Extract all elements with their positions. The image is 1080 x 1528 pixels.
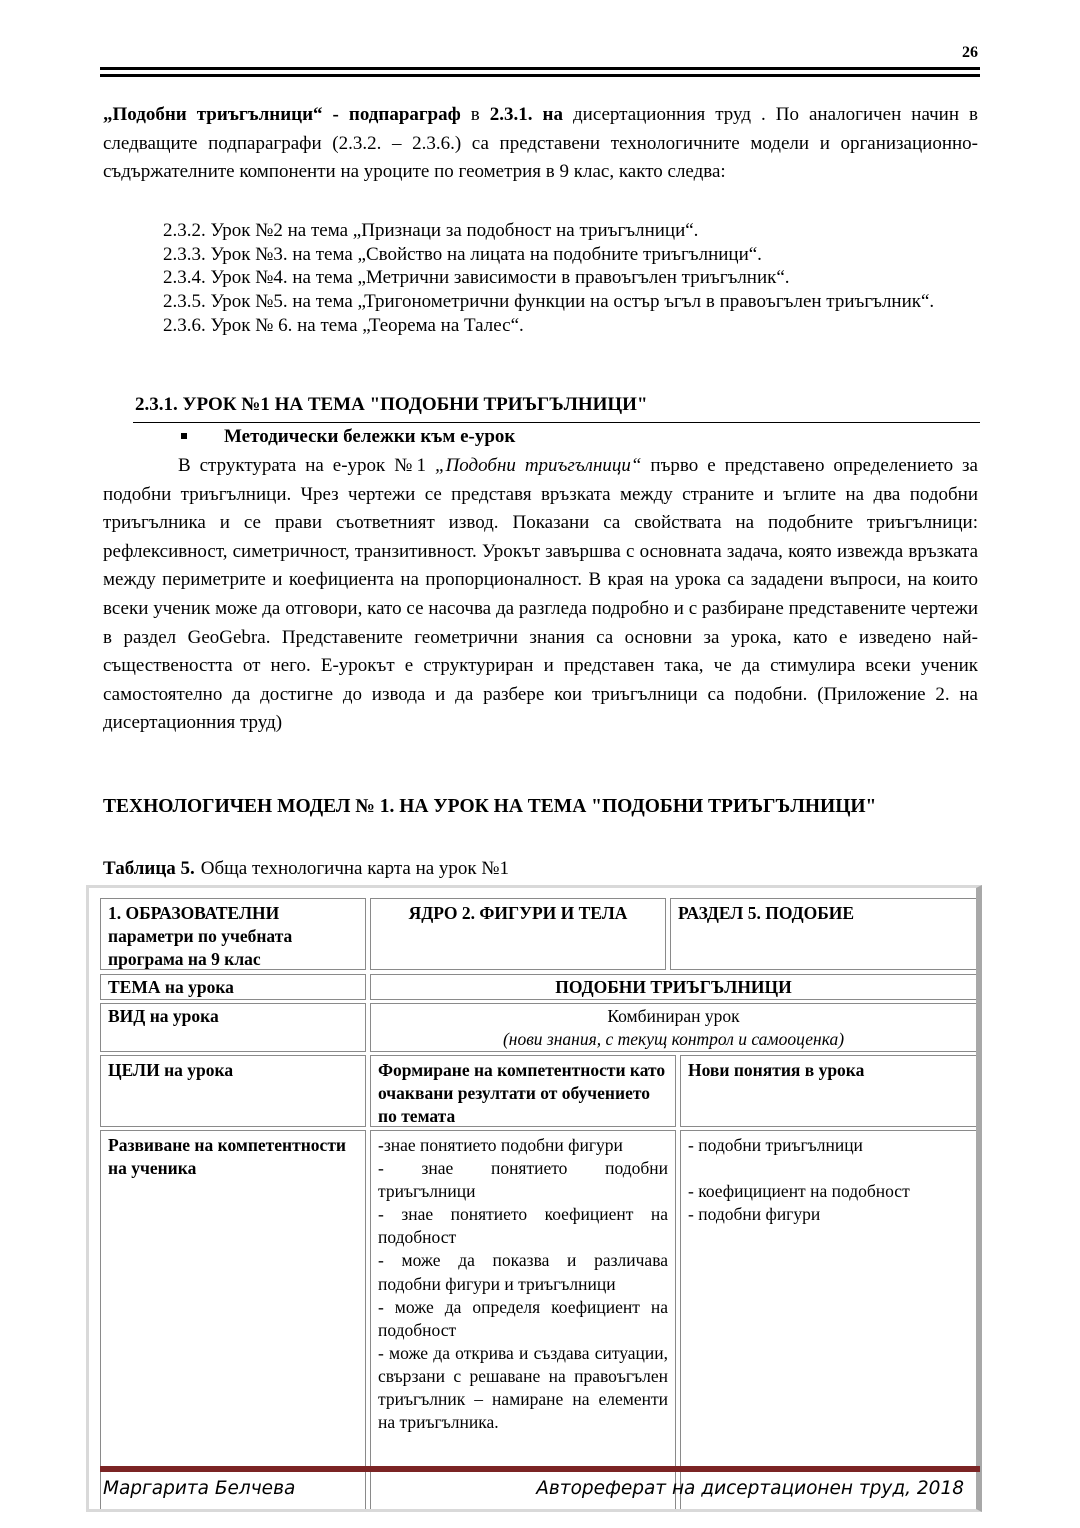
table-cell-r2c2: ПОДОБНИ ТРИЪГЪЛНИЦИ	[370, 974, 977, 1000]
bullet-heading	[181, 426, 515, 448]
concept-spacer	[688, 1157, 969, 1180]
caption-text: Обща технологична карта на урок №1	[200, 858, 510, 879]
header-rule-bottom	[100, 74, 980, 77]
table-cell-r1c3: РАЗДЕЛ 5. ПОДОБИЕ	[670, 898, 977, 970]
list-item: 2.3.6. Урок № 6. на тема „Теорема на Талес“.	[163, 314, 524, 336]
model-heading: ТЕХНОЛОГИЧЕН МОДЕЛ № 1. НА УРОК НА ТЕМА "ПОДОБНИ ТРИЪГЪЛНИЦИ"	[103, 796, 877, 817]
concept-item: - подобни триъгълници	[688, 1135, 863, 1155]
body-italic: „Подобни триъгълници“	[435, 455, 642, 476]
section-heading: 2.3.1. УРОК №1 НА ТЕМА "ПОДОБНИ ТРИЪГЪЛНИЦИ"	[135, 394, 648, 415]
competence-item: - знае понятието коефициент на подобност	[378, 1204, 668, 1248]
concept-item: - подобни фигури	[688, 1204, 821, 1225]
bullet-heading-text: Методически бележки към е-урок	[224, 426, 516, 447]
table-cell-r5c1: Развиване на компетентности на ученика	[100, 1130, 366, 1512]
intro-bold-2: 2.3.1. на	[489, 104, 563, 125]
table-cell-r2c1: ТЕМА на урока	[100, 974, 366, 1000]
table-cell-r1c1: 1. ОБРАЗОВАТЕЛНИ параметри по учебната програма на 9 клас	[100, 898, 366, 970]
competence-item: - може да открива и създава ситуации, свързани с решаване на правоъгълен триъгълник – намиране на елементи на триъгълника.	[378, 1342, 668, 1433]
list-item: 2.3.4. Урок №4. на тема „Метрични зависимости в правоъгълен триъгълник“.	[163, 267, 790, 289]
competence-item: - може да показва и различава подобни фигури и триъгълници	[378, 1250, 668, 1294]
section-heading-rule	[133, 422, 980, 423]
square-bullet-icon	[181, 433, 187, 439]
table-cell-r1c2: ЯДРО 2. ФИГУРИ И ТЕЛА	[370, 898, 666, 970]
table-caption	[103, 858, 509, 880]
header-rule-top	[100, 67, 980, 70]
table-cell-r3c1: ВИД на урока	[100, 1003, 366, 1052]
competence-item: - може да определя коефициент на подобност	[378, 1296, 668, 1340]
table-cell-r4c1: ЦЕЛИ на урока	[100, 1055, 366, 1127]
competence-item: -знае понятието подобни фигури	[378, 1135, 623, 1155]
concept-item: - коефицициент на подобност	[688, 1181, 910, 1202]
list-item: 2.3.3. Урок №3. на тема „Свойство на лицата на подобните триъгълници“.	[163, 243, 762, 265]
caption-label: Таблица 5.	[103, 858, 195, 879]
table-cell-r5c2	[370, 1130, 676, 1512]
intro-bold-1: „Подобни триъгълници“ - подпараграф	[103, 104, 461, 125]
page-number: 26	[962, 44, 978, 61]
table-cell-r4c3: Нови понятия в урока	[680, 1055, 977, 1127]
list-item: 2.3.2. Урок №2 на тема „Признаци за подобност на триъгълници“.	[163, 220, 699, 241]
footer-author: Маргарита Белчева	[103, 1478, 296, 1499]
body-rest: първо е представено определението за подобни триъгълници. Чрез чертежи се представя връзката между страните и ъглите на два подобни триъгълника и се прави съответният извод. Показани са свойствата на подобните триъгълници: рефлексивност, симетричност, транзитивност. Урокът завършва с основната задача, която извежда връзката между периметрите и коефициента на пропорционалност. В края на урока са зададени въпроси, на които всеки ученик може да отговори, като се насочва да разгледа подробно и с разбиране представените чертежи в раздел GeoGebra. Представените геометрични знания са основни за урока, като е изведено най-съществеността от него. Е-урокът е структуриран и представен така, че да стимулира всеки ученик самостоятелно да достигне до извода и да разбере кои триъгълници са подобни. (Приложение 2. на дисертационния труд)	[103, 455, 978, 734]
intro-rest: дисертационния труд . По аналогичен начин в следващите подпараграфи (2.3.2. – 2.3.6.) са представени технологичните модели и организационно-съдържателните компоненти на уроците по геометрия в 9 клас, както следва:	[103, 104, 978, 183]
body-paragraph	[103, 452, 978, 738]
footer-rule	[100, 1466, 980, 1472]
list-item: 2.3.5. Урок №5. на тема „Тригонометрични функции на остър ъгъл в правоъгълен триъгълник“.	[163, 291, 935, 313]
lesson-type-note: (нови знания, с текущ контрол и самооценка)	[502, 1029, 845, 1050]
lesson-list	[163, 219, 978, 338]
lesson-type: Комбиниран урок	[607, 1006, 740, 1026]
lesson-table	[86, 885, 982, 1512]
intro-paragraph	[103, 101, 978, 187]
footer-title: Автореферат на дисертационен труд, 2018	[536, 1478, 964, 1499]
intro-normal-1: в	[460, 104, 490, 125]
competence-item: - знае понятието подобни триъгълници	[378, 1158, 668, 1202]
table-cell-r5c3	[680, 1130, 977, 1512]
table-cell-r3c2	[370, 1003, 977, 1052]
table-cell-r4c2: Формиране на компетентности като очаквани резултати от обучението по темата	[370, 1055, 676, 1127]
body-start: В структурата на е-урок №1	[178, 455, 435, 476]
